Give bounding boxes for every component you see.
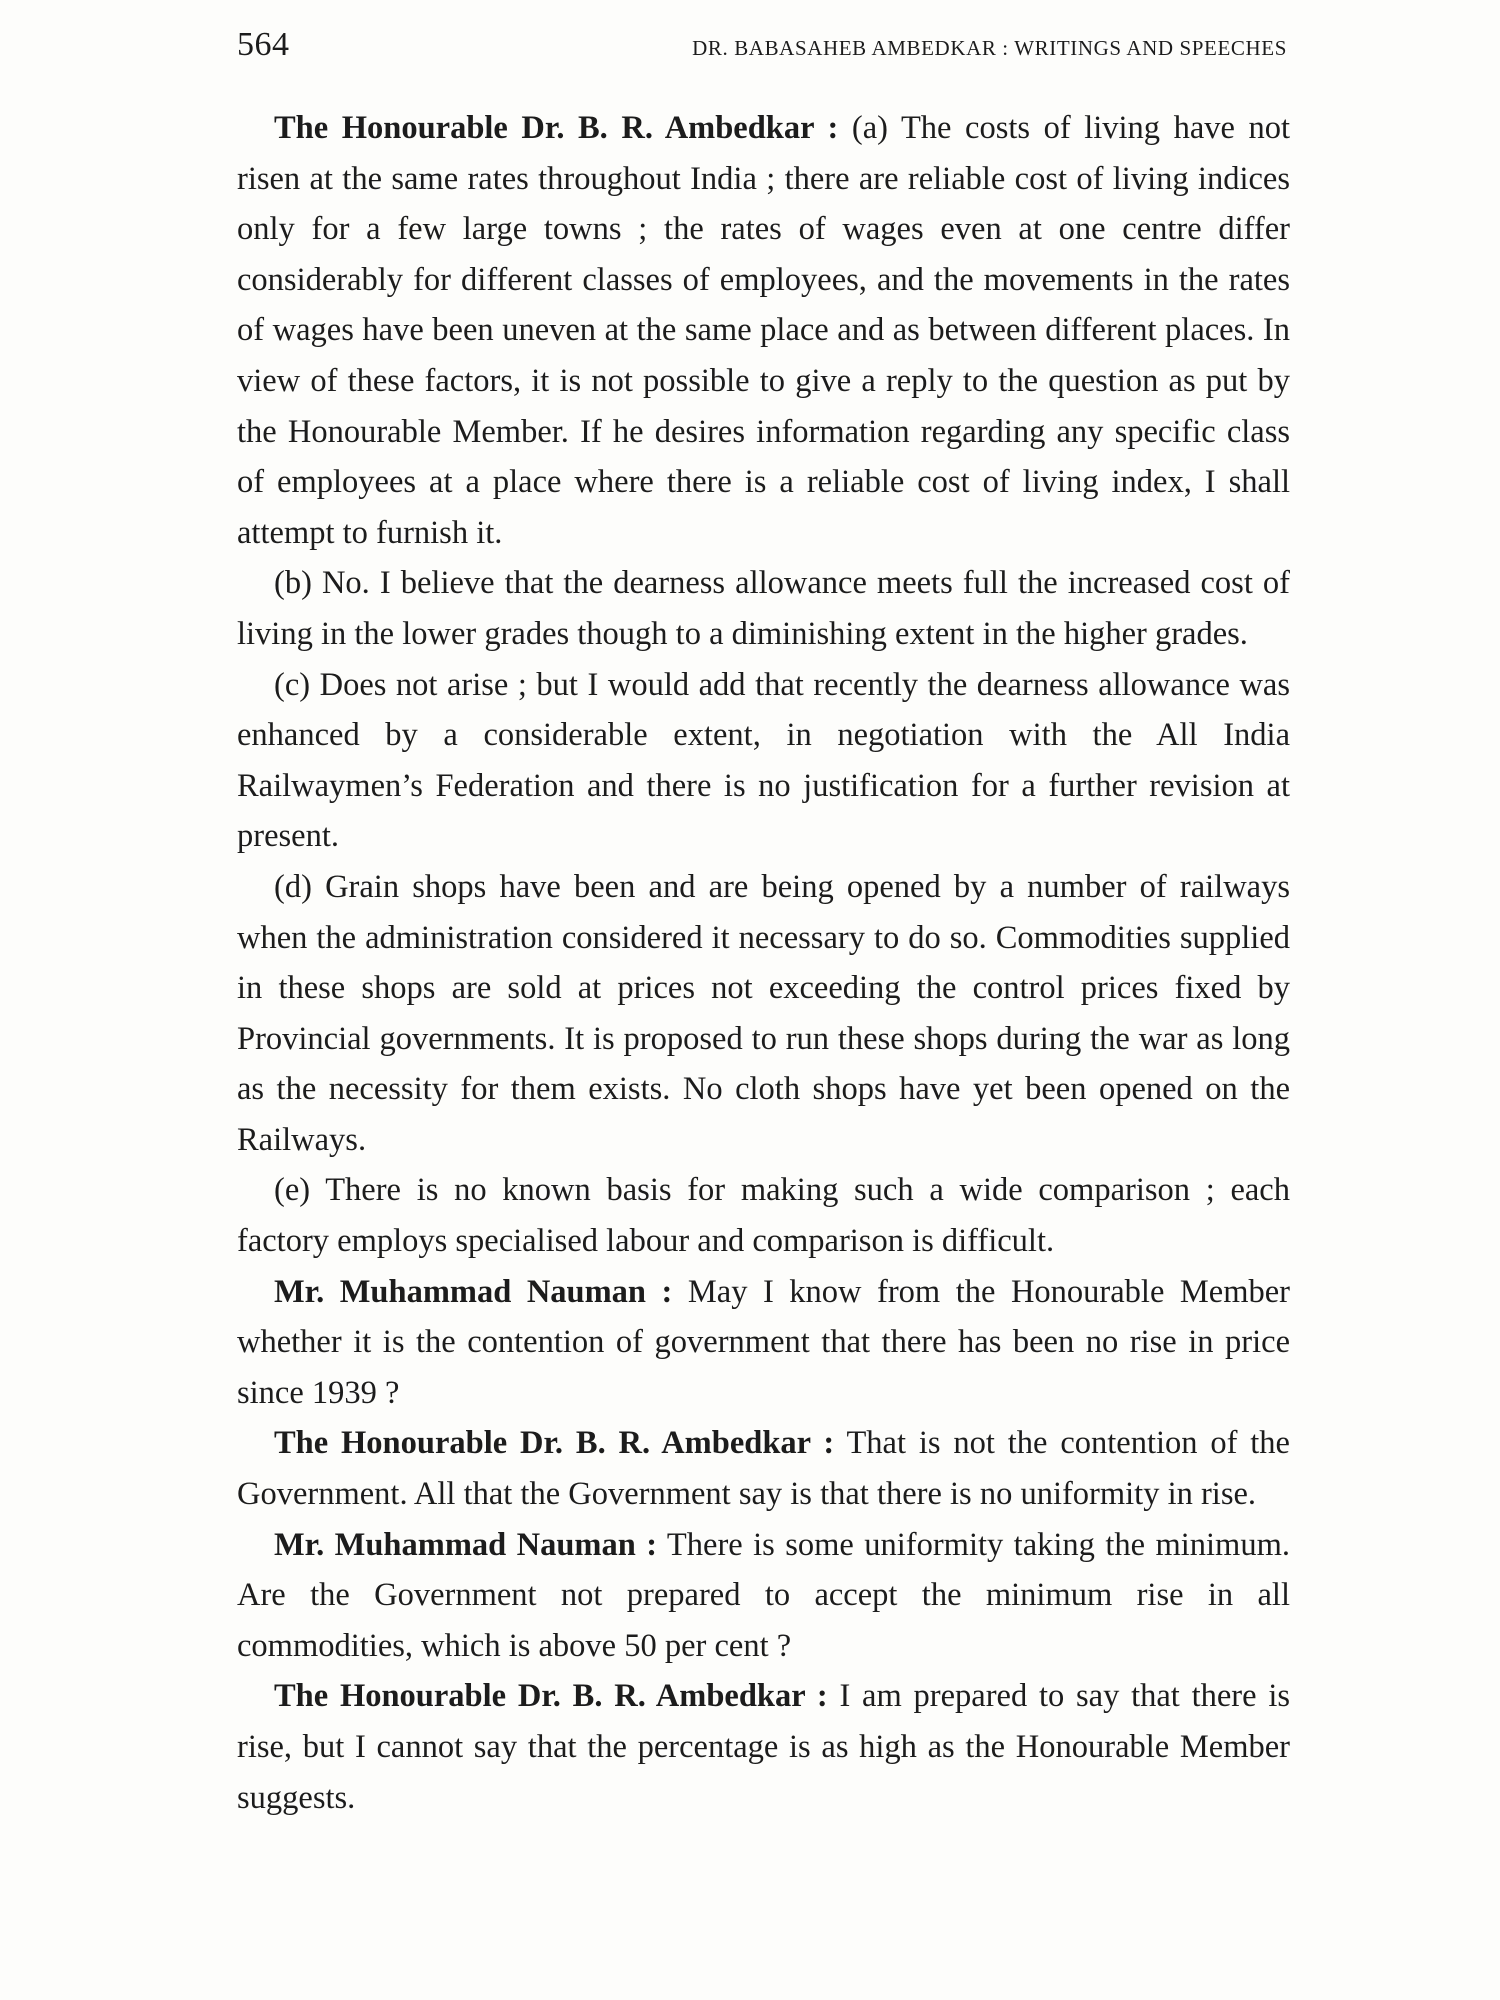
paragraph-text: (e) There is no known basis for making such a wide comparison ; each factory employs specialised labour and comparison is difficult. (237, 1172, 1290, 1260)
paragraph-nauman-question (237, 1267, 1290, 1419)
speaker-name: Mr. Muhammad Nauman : (274, 1273, 673, 1310)
paragraph-text: (a) The costs of living have not risen at the same rates throughout India ; there are reliable cost of living indices only for a few large towns ; the rates of wages even at one centre differ considerably for different classes of employees, and the movements in the rates of wages have been uneven at the same place and as between different places. In view of these factors, it is not possible to give a reply to the question as put by the Honourable Member. If he desires information regarding any specific class of employees at a place where there is a reliable cost of living index, I shall attempt to furnish it. (237, 110, 1291, 551)
body-text (237, 103, 1290, 1823)
paragraph-answer-d (237, 862, 1290, 1166)
paragraph-text: I am prepared to say that there is rise, but I cannot say that the percentage is as high as the Honourable Member suggests. (237, 1678, 1291, 1816)
paragraph-text: (d) Grain shops have been and are being opened by a number of railways when the administration considered it necessary to do so. Commodities supplied in these shops are sold at prices not exceeding the control prices fixed by Provincial governments. It is proposed to run these shops during the war as long as the necessity for them exists. No cloth shops have yet been opened on the Railways. (237, 868, 1290, 1158)
paragraph-answer-c (237, 660, 1290, 862)
page-header (237, 26, 1287, 76)
paragraph-ambedkar-reply-3 (237, 1671, 1290, 1823)
paragraph-text: There is some uniformity taking the minimum. Are the Government not prepared to accept the minimum rise in all commodities, which is above 50 per cent ? (237, 1526, 1290, 1664)
paragraph-text: That is not the contention of the Government. All that the Government say is that there is no uniformity in rise. (237, 1425, 1290, 1513)
paragraph-text: May I know from the Honourable Member whether it is the contention of government that there has been no rise in price since 1939 ? (237, 1273, 1290, 1411)
page-number: 564 (237, 26, 290, 63)
speaker-name: Mr. Muhammad Nauman : (274, 1526, 658, 1563)
speaker-name: The Honourable Dr. B. R. Ambedkar : (274, 110, 839, 146)
running-head: DR. BABASAHEB AMBEDKAR : WRITINGS AND SPEECHES (692, 36, 1287, 60)
paragraph-ambedkar-reply-2 (237, 1418, 1290, 1519)
paragraph-text: (b) No. I believe that the dearness allowance meets full the increased cost of living in the lower grades though to a diminishing extent in the higher grades. (237, 565, 1290, 652)
paragraph-answer-e (237, 1165, 1290, 1266)
paragraph-answer-b (237, 558, 1290, 659)
paragraph-text: (c) Does not arise ; but I would add that recently the dearness allowance was enhanced by a considerable extent, in negotiation with the All India Railwaymen’s Federation and there is no justification for a further revision at present. (237, 666, 1290, 855)
paragraph-ambedkar-reply (237, 103, 1290, 558)
speaker-name: The Honourable Dr. B. R. Ambedkar : (274, 1425, 835, 1462)
speaker-name: The Honourable Dr. B. R. Ambedkar : (274, 1678, 828, 1715)
paragraph-nauman-question-2 (237, 1520, 1290, 1672)
